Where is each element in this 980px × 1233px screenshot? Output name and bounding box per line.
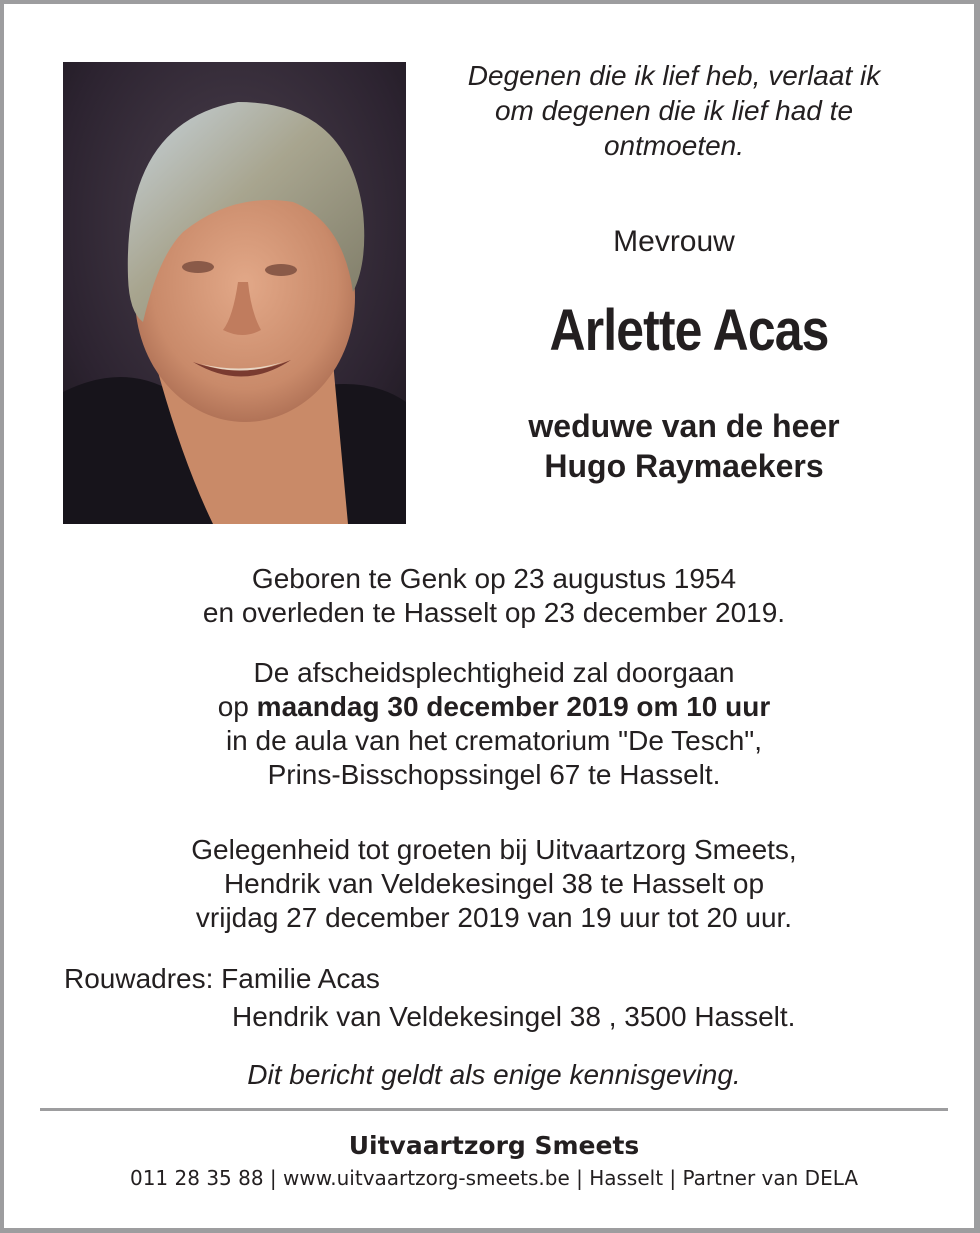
spouse-info [434,406,934,486]
quote-line: om degenen die ik lief had te [494,95,854,126]
divider [40,1108,948,1111]
separator: | [569,1166,590,1190]
birth-line: Geboren te Genk op 23 augustus 1954 [251,563,737,594]
spouse-line: weduwe van de heer [528,408,840,444]
mourning-address: Hendrik van Veldekesingel 38 , 3500 Hasselt. [232,1001,796,1032]
ceremony-date-prefix: op [217,691,257,722]
quote-line: ontmoeten. [603,130,745,161]
deceased-title: Mevrouw [613,225,735,258]
birth-death-info [4,562,980,630]
quote-line: Degenen die ik lief heb, verlaat ik [467,60,881,91]
quote [434,58,914,163]
separator: | [263,1166,284,1190]
ceremony-address: Prins-Bisschopssingel 67 te Hasselt. [267,759,721,790]
deceased-name: Arlette Acas [549,298,829,363]
phone-number: 011 28 35 88 [129,1166,264,1190]
visitation-line: vrijdag 27 december 2019 van 19 uur tot 20 uur. [195,902,793,933]
ceremony-location: in de aula van het crematorium "De Tesch", [225,725,763,756]
visitation-line: Gelegenheid tot groeten bij Uitvaartzorg Smeets, [191,834,797,865]
ceremony-info [4,656,980,792]
ceremony-date-line [4,690,980,724]
spouse-line: Hugo Raymaekers [544,448,824,484]
partner: Partner van DELA [682,1166,859,1190]
portrait-photo [63,62,406,524]
visitation-line: Hendrik van Veldekesingel 38 te Hasselt op [223,868,765,899]
separator: | [663,1166,683,1190]
notice-text: Dit bericht geldt als enige kennisgeving. [247,1059,741,1090]
portrait-illustration [63,62,406,524]
mourning-address-label: Rouwadres: Familie Acas [64,963,380,994]
city: Hasselt [589,1166,664,1190]
website-link[interactable]: www.uitvaartzorg-smeets.be [283,1166,570,1190]
death-line: en overleden te Hasselt op 23 december 2019. [202,597,786,628]
ceremony-line: De afscheidsplechtigheid zal doorgaan [253,657,735,688]
funeral-home-name: Uitvaartzorg Smeets [348,1131,640,1160]
funeral-home-contact [4,1164,980,1192]
ceremony-date: maandag 30 december 2019 om 10 uur [256,691,771,722]
visitation-info [4,833,980,935]
